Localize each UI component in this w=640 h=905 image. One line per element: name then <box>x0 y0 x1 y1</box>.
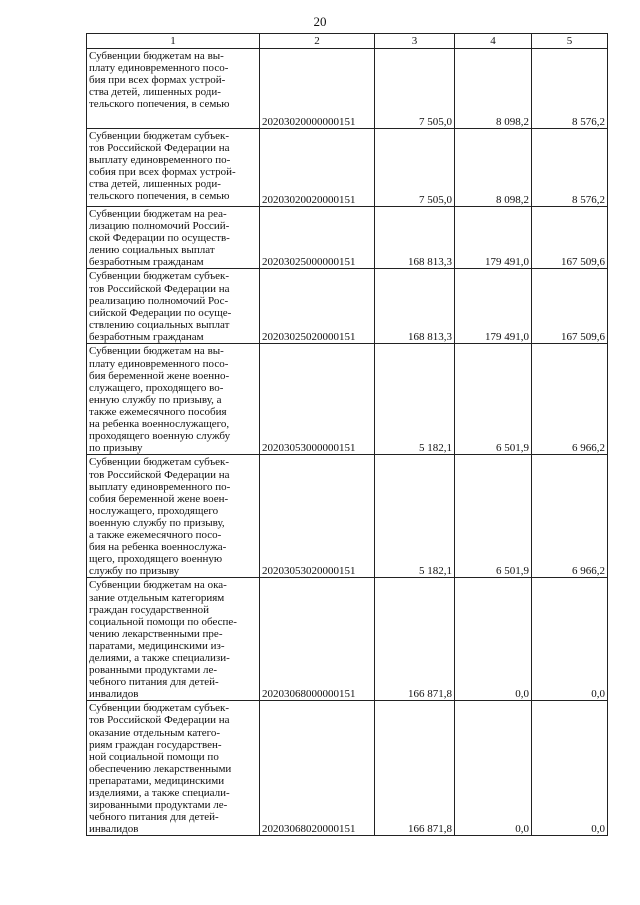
row-value-col4: 6 501,9 <box>455 455 532 578</box>
row-code: 20203020000000151 <box>260 49 375 129</box>
row-value-col4: 0,0 <box>455 701 532 836</box>
column-header-1: 1 <box>87 34 260 49</box>
row-description: Субвенции бюджетам субъек- тов Российской Федерации на выплату единовременного по- собия при всех формах устрой- ства детей, лишенных роди- тельского попечения, в семью <box>87 129 260 207</box>
row-value-col3: 5 182,1 <box>375 455 455 578</box>
row-code: 20203068020000151 <box>260 701 375 836</box>
row-value-col3: 7 505,0 <box>375 49 455 129</box>
column-header-4: 4 <box>455 34 532 49</box>
row-code: 20203068000000151 <box>260 578 375 701</box>
table-row <box>87 701 608 836</box>
table-row <box>87 455 608 578</box>
row-value-col3: 5 182,1 <box>375 344 455 455</box>
page-number: 20 <box>313 14 327 29</box>
table-row <box>87 344 608 455</box>
table-row <box>87 129 608 207</box>
row-value-col4: 6 501,9 <box>455 344 532 455</box>
row-value-col5: 167 509,6 <box>532 207 608 269</box>
row-value-col5: 0,0 <box>532 578 608 701</box>
row-value-col4: 0,0 <box>455 578 532 701</box>
row-value-col5: 6 966,2 <box>532 455 608 578</box>
row-code: 20203025000000151 <box>260 207 375 269</box>
row-value-col4: 179 491,0 <box>455 207 532 269</box>
table-row <box>87 269 608 344</box>
row-value-col5: 8 576,2 <box>532 129 608 207</box>
table-row <box>87 207 608 269</box>
row-value-col5: 0,0 <box>532 701 608 836</box>
row-value-col5: 8 576,2 <box>532 49 608 129</box>
row-value-col3: 7 505,0 <box>375 129 455 207</box>
row-value-col3: 168 813,3 <box>375 269 455 344</box>
row-value-col4: 8 098,2 <box>455 129 532 207</box>
row-code: 20203020020000151 <box>260 129 375 207</box>
row-value-col4: 8 098,2 <box>455 49 532 129</box>
table-row <box>87 578 608 701</box>
row-code: 20203025020000151 <box>260 269 375 344</box>
row-value-col5: 167 509,6 <box>532 269 608 344</box>
column-header-5: 5 <box>532 34 608 49</box>
row-description: Субвенции бюджетам на ока- зание отдельным категориям граждан государственной социальной помощи по обеспе- чению лекарственными пре- паратами, медицинскими из- делиями, а также специализи- рованными продуктами ле- чебного питания для детей- инвалидов <box>87 578 260 701</box>
row-value-col5: 6 966,2 <box>532 344 608 455</box>
row-description: Субвенции бюджетам на реа- лизацию полномочий Россий- ской Федерации по осуществ- лению социальных выплат безработным гражданам <box>87 207 260 269</box>
column-header-3: 3 <box>375 34 455 49</box>
table-header-row <box>87 34 608 49</box>
row-description: Субвенции бюджетам на вы- плату единовременного посо- бия при всех формах устрой- ства детей, лишенных роди- тельского попечения, в семью <box>87 49 260 129</box>
row-description: Субвенции бюджетам субъек- тов Российской Федерации на оказание отдельным катего- риям граждан государствен- ной социальной помощи по обеспечению лекарственными препаратами, медицинскими изделиями, а также специали- зированными продуктами ле- чебного питания для детей- инвалидов <box>87 701 260 836</box>
budget-table <box>86 33 608 836</box>
row-description: Субвенции бюджетам субъек- тов Российской Федерации на выплату единовременного по- собия беременной жене воен- нослужащего, проходящего военную службу по призыву, а также ежемесячного посо- бия на ребенка военнослужа- щего, проходящего военную службу по призыву <box>87 455 260 578</box>
table-row <box>87 49 608 129</box>
row-description: Субвенции бюджетам на вы- плату единовременного посо- бия беременной жене военно- служащего, проходящего во- енную службу по призыву, а также ежемесячного пособия на ребенка военнослужащего, проходящего военную службу по призыву <box>87 344 260 455</box>
row-code: 20203053020000151 <box>260 455 375 578</box>
row-value-col3: 166 871,8 <box>375 578 455 701</box>
row-code: 20203053000000151 <box>260 344 375 455</box>
row-value-col3: 166 871,8 <box>375 701 455 836</box>
row-description: Субвенции бюджетам субъек- тов Российской Федерации на реализацию полномочий Рос- сийской Федерации по осуще- ствлению социальных выплат безработным гражданам <box>87 269 260 344</box>
row-value-col4: 179 491,0 <box>455 269 532 344</box>
row-value-col3: 168 813,3 <box>375 207 455 269</box>
column-header-2: 2 <box>260 34 375 49</box>
